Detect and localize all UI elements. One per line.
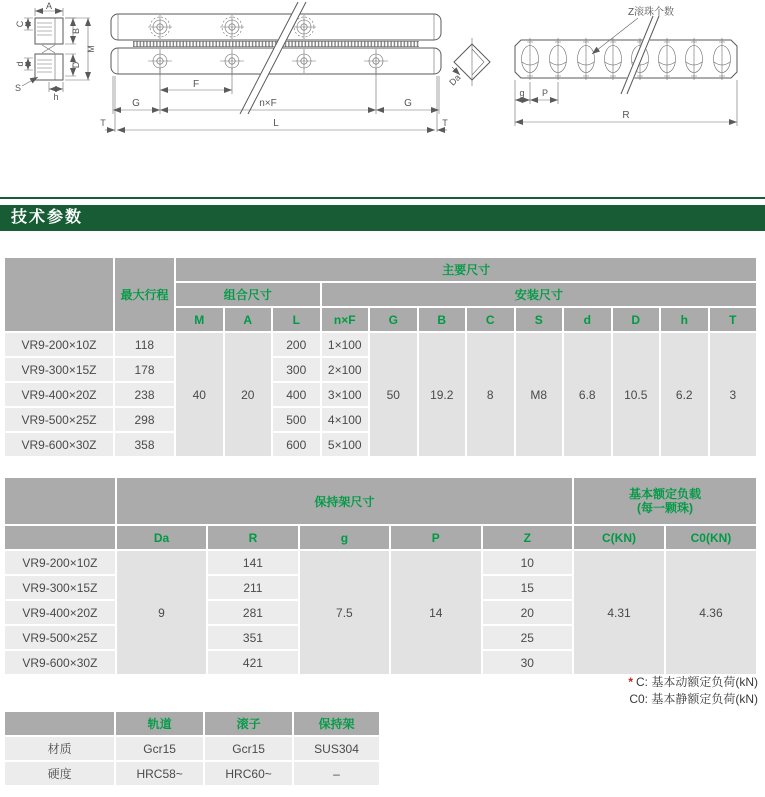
dim-label-l: L bbox=[273, 118, 279, 129]
col-header-d: d bbox=[564, 308, 611, 331]
col-header-G: G bbox=[370, 308, 417, 331]
cage-and-load-table bbox=[3, 476, 758, 676]
L-cell: 200 bbox=[273, 333, 320, 356]
dim-label-c: C bbox=[15, 20, 25, 28]
stroke-cell: 238 bbox=[115, 383, 174, 406]
rail-side-view-drawing bbox=[100, 2, 448, 152]
rated-load-sub: (每一颗珠) bbox=[637, 501, 693, 515]
hardness-roller-cell: HRC60~ bbox=[205, 762, 292, 785]
dim-label-g: g bbox=[519, 88, 525, 98]
col-header-B: B bbox=[419, 308, 466, 331]
side-view-dimensions bbox=[100, 68, 448, 132]
rail-cross-section-shapes bbox=[35, 18, 63, 80]
ball-count-label: Z滚珠个数 bbox=[627, 7, 675, 18]
dim-label-h: h bbox=[53, 92, 59, 102]
dim-label-a: A bbox=[45, 1, 53, 11]
L-cell: 300 bbox=[273, 358, 320, 381]
row-label-hardness: 硬度 bbox=[5, 762, 114, 785]
material-cage-cell: SUS304 bbox=[294, 737, 379, 760]
col-header-cage: 保持架 bbox=[294, 712, 379, 735]
col-header-M: M bbox=[176, 308, 223, 331]
accent-line bbox=[0, 197, 765, 199]
model-cell: VR9-400×20Z bbox=[5, 601, 115, 624]
header-main-dims: 主要尺寸 bbox=[176, 258, 756, 281]
header-max-stroke: 最大行程 bbox=[115, 258, 174, 331]
nxF-cell: 4×100 bbox=[322, 408, 369, 431]
dim-label-s: S bbox=[14, 83, 22, 93]
model-cell: VR9-300×15Z bbox=[5, 358, 113, 381]
stroke-cell: 358 bbox=[115, 433, 174, 456]
dim-label-b: B bbox=[71, 27, 81, 35]
header-blank-cell bbox=[5, 478, 115, 524]
model-cell: VR9-400×20Z bbox=[5, 383, 113, 406]
table-row bbox=[5, 737, 379, 760]
header-cage-dims: 保持架尺寸 bbox=[117, 478, 572, 524]
shared-T-cell: 3 bbox=[710, 333, 757, 456]
footnote-line-c bbox=[628, 674, 758, 691]
stroke-cell: 298 bbox=[115, 408, 174, 431]
ball-section-diamond bbox=[447, 38, 490, 87]
nxF-cell: 5×100 bbox=[322, 433, 369, 456]
cage-strip-drawing bbox=[445, 2, 763, 152]
col-header-S: S bbox=[516, 308, 563, 331]
col-header-A: A bbox=[225, 308, 272, 331]
col-header-R: R bbox=[208, 526, 297, 549]
Z-cell: 10 bbox=[483, 551, 573, 574]
shared-G-cell: 50 bbox=[370, 333, 417, 456]
dim-label-nxf: n×F bbox=[259, 98, 277, 109]
shared-B-cell: 19.2 bbox=[419, 333, 466, 456]
shared-h-cell: 6.2 bbox=[661, 333, 708, 456]
shared-g-cell: 7.5 bbox=[300, 551, 389, 674]
model-cell: VR9-600×30Z bbox=[5, 433, 113, 456]
dim-label-t-right: T bbox=[442, 118, 448, 128]
Z-cell: 20 bbox=[483, 601, 573, 624]
col-header-Da: Da bbox=[117, 526, 206, 549]
shared-P-cell: 14 bbox=[391, 551, 480, 674]
col-header-h: h bbox=[661, 308, 708, 331]
shared-C-load-cell: 4.31 bbox=[574, 551, 664, 674]
col-header-Z: Z bbox=[483, 526, 573, 549]
table-row bbox=[5, 551, 756, 574]
model-cell: VR9-500×25Z bbox=[5, 626, 115, 649]
col-header-C: C bbox=[467, 308, 514, 331]
R-cell: 211 bbox=[208, 576, 297, 599]
table-row bbox=[5, 762, 379, 785]
col-header-D: D bbox=[613, 308, 660, 331]
footnote-line-c0 bbox=[628, 691, 758, 708]
dim-label-r: R bbox=[622, 110, 630, 121]
hardness-cage-cell: – bbox=[294, 762, 379, 785]
model-cell: VR9-300×15Z bbox=[5, 576, 115, 599]
cross-section-dimensions bbox=[15, 1, 96, 102]
material-rail-cell: Gcr15 bbox=[116, 737, 203, 760]
dim-label-d-big: D bbox=[71, 61, 81, 69]
dim-label-da: Da bbox=[447, 72, 463, 88]
shared-D-cell: 10.5 bbox=[613, 333, 660, 456]
col-header-C0KN: C0(KN) bbox=[666, 526, 756, 549]
L-cell: 400 bbox=[273, 383, 320, 406]
nxF-cell: 1×100 bbox=[322, 333, 369, 356]
L-cell: 500 bbox=[273, 408, 320, 431]
col-header-nxF: n×F bbox=[322, 308, 369, 331]
cross-section-drawing bbox=[5, 2, 105, 152]
header-combo-dims: 组合尺寸 bbox=[176, 283, 320, 306]
hardness-rail-cell: HRC58~ bbox=[116, 762, 203, 785]
nxF-cell: 2×100 bbox=[322, 358, 369, 381]
rated-load-title: 基本额定负载 bbox=[629, 487, 702, 501]
model-cell: VR9-600×30Z bbox=[5, 651, 115, 674]
load-footnote bbox=[628, 674, 758, 708]
col-header-P: P bbox=[391, 526, 480, 549]
model-cell: VR9-200×10Z bbox=[5, 333, 113, 356]
dim-label-g-right: G bbox=[404, 98, 412, 109]
L-cell: 600 bbox=[273, 433, 320, 456]
material-roller-cell: Gcr15 bbox=[205, 737, 292, 760]
dim-label-t-left: T bbox=[100, 118, 106, 128]
shared-S-cell: M8 bbox=[516, 333, 563, 456]
col-header-roller: 滚子 bbox=[205, 712, 292, 735]
cage-break-lines bbox=[621, 16, 659, 94]
nxF-cell: 3×100 bbox=[322, 383, 369, 406]
R-cell: 141 bbox=[208, 551, 297, 574]
model-cell: VR9-500×25Z bbox=[5, 408, 113, 431]
dim-label-f: F bbox=[192, 79, 200, 90]
col-header-g: g bbox=[300, 526, 389, 549]
R-cell: 421 bbox=[208, 651, 297, 674]
header-install-dims: 安装尺寸 bbox=[322, 283, 757, 306]
shared-Da-cell: 9 bbox=[117, 551, 206, 674]
dim-label-d-small: d bbox=[15, 61, 25, 67]
col-header-T: T bbox=[710, 308, 757, 331]
shared-C0-load-cell: 4.36 bbox=[666, 551, 756, 674]
shared-A-cell: 20 bbox=[225, 333, 272, 456]
dim-label-m: M bbox=[86, 45, 96, 53]
dim-label-p: P bbox=[541, 88, 549, 98]
footnote-c0-text: C0: 基本静额定负荷(kN) bbox=[629, 692, 758, 706]
section-title-bar bbox=[0, 205, 765, 231]
dim-label-g-left: G bbox=[132, 98, 140, 109]
header-blank-cell-2 bbox=[5, 526, 115, 549]
table-row bbox=[5, 333, 756, 356]
Z-cell: 25 bbox=[483, 626, 573, 649]
model-cell: VR9-200×10Z bbox=[5, 551, 115, 574]
R-cell: 351 bbox=[208, 626, 297, 649]
header-blank-cell bbox=[5, 258, 113, 331]
header-rated-load bbox=[574, 478, 756, 524]
Z-cell: 15 bbox=[483, 576, 573, 599]
cage-dimensions bbox=[515, 5, 737, 126]
footnote-c-text: C: 基本动额定负荷(kN) bbox=[636, 675, 758, 689]
shared-M-cell: 40 bbox=[176, 333, 223, 456]
R-cell: 281 bbox=[208, 601, 297, 624]
col-header-rail: 轨道 bbox=[116, 712, 203, 735]
main-dimensions-table bbox=[3, 256, 758, 458]
shared-C-cell: 8 bbox=[467, 333, 514, 456]
col-header-L: L bbox=[273, 308, 320, 331]
stroke-cell: 118 bbox=[115, 333, 174, 356]
stroke-cell: 178 bbox=[115, 358, 174, 381]
shared-d-cell: 6.8 bbox=[564, 333, 611, 456]
header-blank-cell bbox=[5, 712, 114, 735]
col-header-CKN: C(KN) bbox=[574, 526, 664, 549]
row-label-material: 材质 bbox=[5, 737, 114, 760]
Z-cell: 30 bbox=[483, 651, 573, 674]
materials-table bbox=[3, 710, 381, 787]
section-title: 技术参数 bbox=[11, 209, 84, 226]
footnote-asterisk: * bbox=[628, 675, 633, 689]
